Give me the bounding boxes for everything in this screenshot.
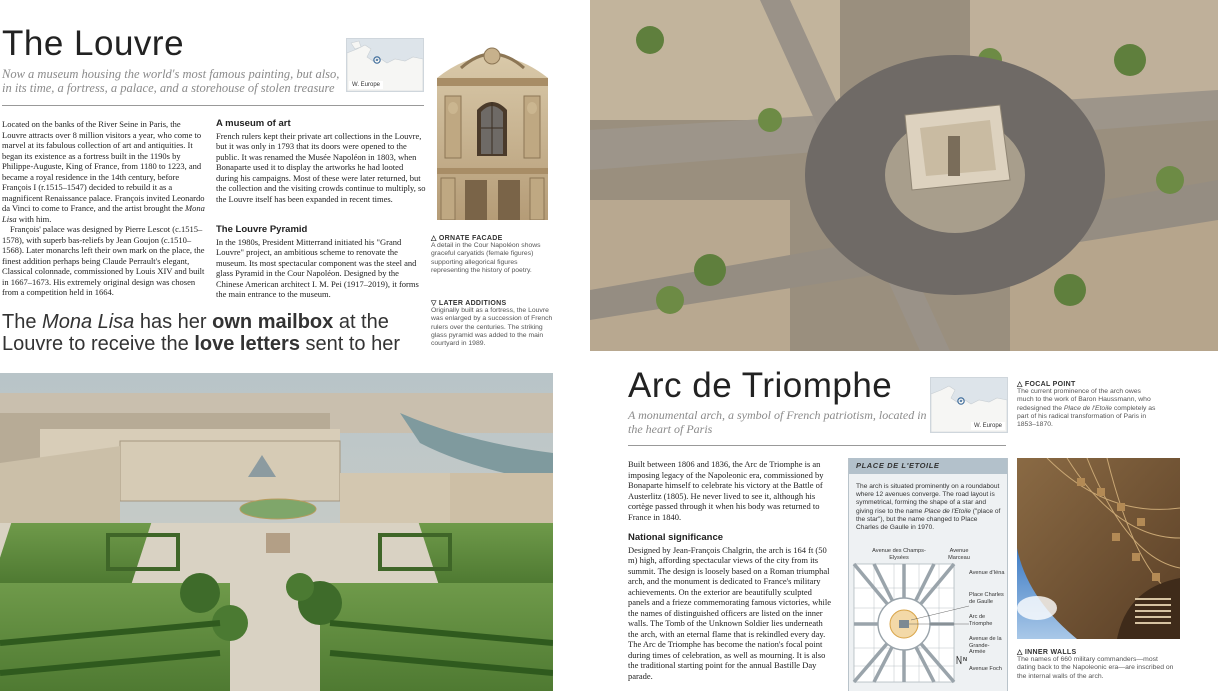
focal-caption-text: The current prominence of the arch owes much to the work of Baron Haussmann, who redesigned the Place de l'Etoile completely as part of his radical transformation of Paris in 1853–1870. [1017,388,1156,429]
label-grande-armee: Avenue de la Grande-Armée [969,636,1002,656]
label-champs-elysees: Avenue des Champs-Elysées [872,548,926,561]
label-arc-de-triomphe: Arc de Triomphe [969,614,993,627]
etoile-box-text: The arch is situated prominently on a roundabout where 12 avenues converge. The road layout is symmetrical, forming the shape of a star and giving rise to the name Place de l'Etoile ("place of the star"), but the name changed to Place Charles de Gaulle in 1970. [856,483,1001,532]
label-avenue-iena: Avenue d'Iéna [969,570,1005,576]
national-significance-section [628,533,834,681]
national-heading: National significance [628,532,724,543]
inner-caption-text: The names of 660 military commanders—most dating back to the Napoleonic era—are inscribed on the internal walls of the arch. [1017,656,1174,680]
title-divider [628,445,1006,446]
arc-subtitle: A monumental arch, a symbol of French patriotism, located in the heart of Paris [628,408,927,436]
louvre-title: The Louvre [2,24,185,63]
pyramid-paragraph: In the 1980s, President Mitterrand initiated his "Grand Louvre" project, an ambitious scheme to renovate the museum. Its most spectacular component was the steel and glass Pyramid in the Cour Napoléon. Designed by the Chinese American architect I. M. Pei (1917–2019), it forms the main entrance to the museum. [216,236,419,299]
place-de-letoile-box [848,458,1008,691]
louvre-paragraph-2: François' palace was designed by Pierre Lescot (c.1515–1578), with superb bas-reliefs by Jean Goujon (c.1510–1568). Later monarchs left their own mark on the place, the finest addition perhaps being Claude Perrault's elegant, Classical colonnade, commissioned by Louis XIV and built in 1667–1673. His extremely original design was chosen from a competition held in 1664. [2,224,205,297]
mona-lisa-pull-quote: The Mona Lisa has her own mailbox at the Louvre to receive the love letters sent to her [2,311,401,355]
museum-heading: A museum of art [216,118,291,129]
inner-caption-heading: △ INNER WALLS [1017,649,1077,656]
later-caption-text: Originally built as a fortress, the Louvre was enlarged by a succession of French rulers over the centuries. The striking glass pyramid was added to the main courtyard in 1989. [431,307,553,348]
arc-de-triomphe-aerial-photo [590,0,1218,351]
map-region-label: W. Europe [971,422,1005,430]
louvre-locator-map [346,38,424,92]
focal-point-caption [1017,380,1157,429]
pyramid-section [216,225,426,300]
louvre-intro-column [2,119,206,298]
later-caption-heading: ▽ LATER ADDITIONS [431,300,507,307]
focal-caption-heading: △ FOCAL POINT [1017,381,1076,388]
inner-walls-caption [1017,648,1177,681]
museum-section [216,119,426,204]
label-place-charles-de-gaulle: Place Charles de Gaulle [969,592,1004,605]
arc-title: Arc de Triomphe [628,366,893,405]
map-region-label: W. Europe [349,81,383,89]
facade-caption [431,234,553,275]
title-divider [2,105,424,106]
pyramid-heading: The Louvre Pyramid [216,224,308,235]
etoile-star-diagram [849,548,1007,691]
arc-intro-paragraph: Built between 1806 and 1836, the Arc de Triomphe is an imposing legacy of the Napoleonic era, commissioned by Bonaparte himself to celebrate his victory at the Battle of Austerlitz (1805). He never lived to see it, although his cortège passed through it when his body was returned to France in 1840. [628,459,824,522]
label-avenue-marceau: Avenue Marceau [948,548,970,561]
louvre-subtitle: Now a museum housing the world's most famous painting, but also, in its time, a fortress, a palace, and a storehouse of stolen treasure [2,67,340,95]
arc-locator-map [930,377,1008,433]
facade-caption-heading: △ ORNATE FACADE [431,235,503,242]
louvre-paragraph-1: Located on the banks of the River Seine in Paris, the Louvre attracts over 8 million visitors a year, who come to marvel at its fabulous collection of art and antiquities. It began its existence as a fortress built in the 1190s by Philippe-Auguste, King of France, from 1180 to 1223, and became a royal residence in the 14th century, before François I (r.1515–1547) decided to rebuild it as a magnificent Renaissance palace. François invited Leonardo da Vinci to come to France, and the artist brought the Mona Lisa with him. [2,119,205,224]
facade-caption-text: A detail in the Cour Napoléon shows graceful caryatids (female figures) supporting allegorical figures representing the history of poetry. [431,242,541,274]
later-additions-caption [431,299,553,348]
national-paragraph: Designed by Jean-François Chalgrin, the arch is 164 ft (50 m) high, affording spectacular views of the city from its summit. The design is loosely based on a Roman triumphal arch, and the monument is dedicated to France's military achievements. On the exterior are beautifully sculpted panels and a frieze commemorating famous victories, while the names of distinguished officers are listed on the inner walls. The Tomb of the Unknown Soldier lies underneath the arch, with an eternal flame that is rekindled every day. The Arc de Triomphe has become the nation's focal point during times of celebration, as well as mourning. It is also the traditional starting point for the annual Bastille Day parade. [628,544,831,681]
label-avenue-foch: Avenue Foch [969,666,1002,672]
museum-paragraph: French rulers kept their private art collections in the Louvre, but it was only in 1793 that its doors were opened to the public. It was renamed the Musée Napoléon in 1803, when Bonaparte used it to display the artworks he had looted during his campaigns. Most of these were later returned, but the collection and the visiting crowds continue to multiply, so the Louvre itself has been expanded in recent times. [216,130,426,204]
arc-intro-column [628,459,834,522]
north-arrow-label: N [963,657,968,663]
ornate-facade-photo [431,38,554,220]
louvre-aerial-photo [0,373,553,691]
inner-walls-photo [1017,458,1180,639]
etoile-box-header [849,458,1007,474]
etoile-box-title: PLACE DE L'ETOILE [856,461,940,470]
